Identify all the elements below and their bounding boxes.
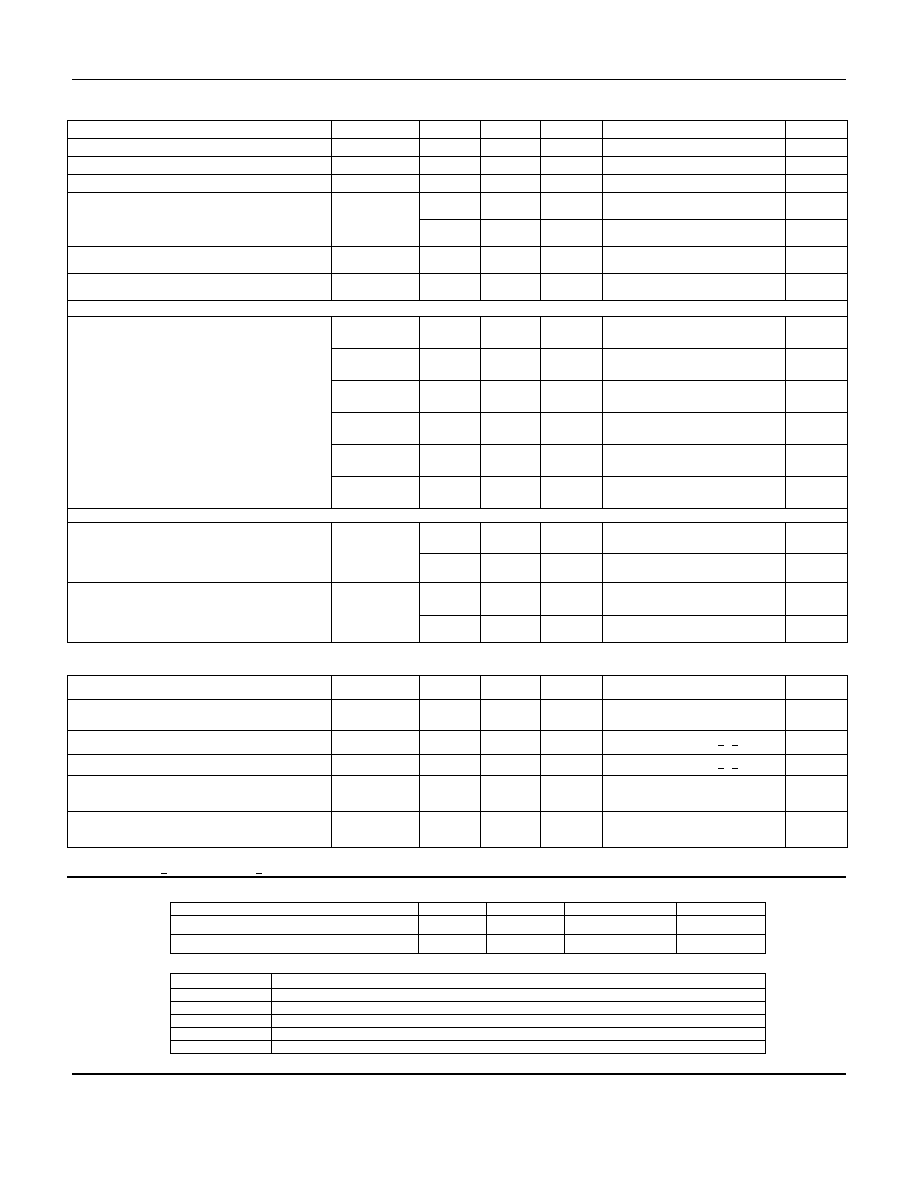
overbar-mark: [718, 768, 724, 769]
table-row: [68, 247, 848, 274]
table-characteristics-1: [67, 120, 848, 643]
table-row: [68, 700, 848, 731]
table-row: [68, 523, 848, 554]
table-row: [68, 776, 848, 812]
table-row: [68, 121, 848, 139]
overbar-mark: [161, 873, 167, 874]
table-row: [68, 274, 848, 301]
section-row: [68, 301, 848, 317]
table-row: [68, 583, 848, 616]
table-characteristics-2: [67, 675, 848, 848]
overbar-mark: [256, 873, 262, 874]
overbar-mark: [732, 768, 738, 769]
table-row: [68, 157, 848, 175]
header-rule: [72, 79, 846, 80]
table-row: [68, 755, 848, 776]
table-row: [171, 989, 766, 1002]
section-row: [68, 509, 848, 523]
table-row: [68, 812, 848, 848]
footer-rule: [72, 1073, 846, 1075]
table-row: [171, 1028, 766, 1041]
overbar-mark: [718, 745, 724, 746]
table-row: [68, 193, 848, 220]
table-row: [171, 1041, 766, 1054]
table-row: [171, 1015, 766, 1028]
table-row: [68, 676, 848, 700]
table-row: [171, 903, 766, 916]
table-row: [68, 317, 848, 349]
table-ordering: [170, 902, 766, 954]
section-rule: [67, 876, 846, 878]
table-pin-description: [170, 973, 766, 1054]
table-row: [68, 175, 848, 193]
overbar-mark: [732, 745, 738, 746]
table-row: [171, 916, 766, 935]
table-row: [68, 731, 848, 755]
table-row: [171, 974, 766, 989]
table-row: [171, 1002, 766, 1015]
table-row: [171, 935, 766, 954]
table-row: [68, 139, 848, 157]
